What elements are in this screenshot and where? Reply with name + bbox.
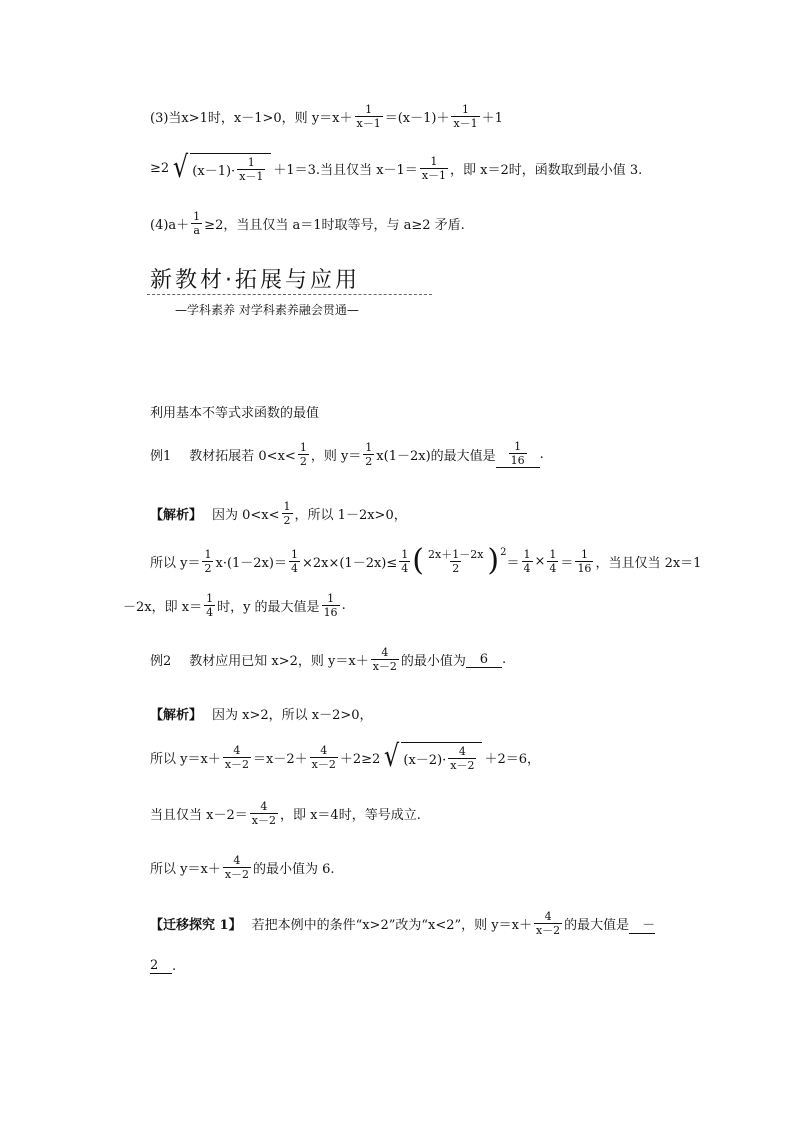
- squared-term: ( $\frac{2x+1-2x}{2}$ ) 2: [412, 543, 507, 578]
- fraction: $\frac{1}{a}$: [193, 210, 201, 237]
- solution-label: 【解析】: [150, 708, 203, 723]
- solution1-line1: 所以 y＝ $\frac{1}{2}$ x·(1－2x)＝ $\frac{1}{4}$ ×2x×(1－2x)≤ $\frac{1}{4}$ ( $\frac{2x+1-2x}{2}$ ) 2 ＝ $\frac{1}{4}$ × $\frac{1}{4}$ ＝ $\frac{1}{16}$ ，当且仅当 2x＝1: [150, 543, 702, 578]
- solution-label: 【解析】: [150, 508, 203, 523]
- fraction: $\frac{1}{2}$: [283, 500, 291, 527]
- fraction: $\frac{1}{x-1}$: [356, 103, 381, 130]
- section-banner-title: 新教材·拓展与应用: [150, 268, 360, 293]
- part4-line: (4)a＋ $\frac{1}{a}$ ≥2，当且仅当 a＝1时取等号，与 a≥2 矛盾.: [150, 210, 465, 237]
- part3-line2: ≥2 √ (x－1)· $\frac{1}{x-1}$ ＋1＝3.当且仅当 x－1＝ $\frac{1}{x-1}$ ，即 x＝2时，函数取到最小值 3.: [150, 150, 643, 185]
- answer-blank-part2: 2: [150, 958, 172, 974]
- example2-line: 例2 教材应用已知 x>2，则 y＝x＋ $\frac{4}{x-2}$ 的最小值为 6 .: [150, 646, 507, 673]
- example1-line: 例1 教材拓展若 0<x< $\frac{1}{2}$ ，则 y＝ $\frac{1}{2}$ x(1－2x)的最大值是 $\frac{1}{16}$ .: [150, 440, 544, 468]
- sqrt-expression: √ (x－1)· $\frac{1}{x-1}$: [171, 153, 271, 183]
- fraction: $\frac{1}{2}$: [299, 440, 307, 468]
- part3-line1: (3)当 x>1时，x－1>0，则 y＝x＋ $\frac{1}{x-1}$ ＝(x－1)＋ $\frac{1}{x-1}$ ＋1: [150, 103, 503, 130]
- example2-label: 例2: [150, 654, 172, 669]
- answer-blank: 6: [466, 652, 502, 668]
- answer-blank: $\frac{1}{16}$: [496, 440, 540, 468]
- fraction: $\frac{1}{2}$: [365, 440, 373, 468]
- fraction: $\frac{1}{x-1}$: [453, 103, 478, 130]
- example1-label: 例1: [150, 448, 172, 464]
- banner-divider: [147, 294, 432, 295]
- solution2-line1: 所以 y＝x＋ $\frac{4}{x-2}$ ＝x－2＋ $\frac{4}{x-2}$ ＋2≥2 √ (x－2)· $\frac{4}{x-2}$ ＋2＝6，: [150, 739, 541, 774]
- fraction: $\frac{1}{x-1}$: [421, 154, 447, 182]
- answer-blank-part1: －: [629, 914, 655, 934]
- section-title: 利用基本不等式求函数的最值: [150, 406, 320, 421]
- solution2-intro: 【解析】 因为 x>2，所以 x－2>0，: [150, 704, 373, 723]
- part3-cond: x>1时，x－1>0，则 y＝x＋: [181, 111, 353, 126]
- transfer-line2: 2 .: [150, 958, 177, 974]
- section-banner-subtitle: —学科素养 对学科素养融会贯通—: [175, 303, 359, 317]
- solution1-line2: －2x，即 x＝ $\frac{1}{4}$ 时，y 的最大值是 $\frac{1}{16}$ .: [123, 592, 346, 619]
- transfer-label: 【迁移探究 1】: [150, 918, 242, 933]
- sqrt-expression: √ (x－2)· $\frac{4}{x-2}$: [382, 742, 482, 772]
- part3-label: (3)当: [150, 111, 182, 126]
- solution2-line2: 当且仅当 x－2＝ $\frac{4}{x-2}$ ，即 x＝4时，等号成立.: [150, 800, 421, 827]
- transfer-line1: 【迁移探究 1】 若把本例中的条件“x>2”改为“x<2”，则 y＝x＋ $\frac{4}{x-2}$ 的最大值是 －: [150, 910, 656, 937]
- solution1-intro: 【解析】 因为 0<x< $\frac{1}{2}$ ，所以 1－2x>0，: [150, 500, 407, 527]
- solution2-line3: 所以 y＝x＋ $\frac{4}{x-2}$ 的最小值为 6.: [150, 854, 335, 881]
